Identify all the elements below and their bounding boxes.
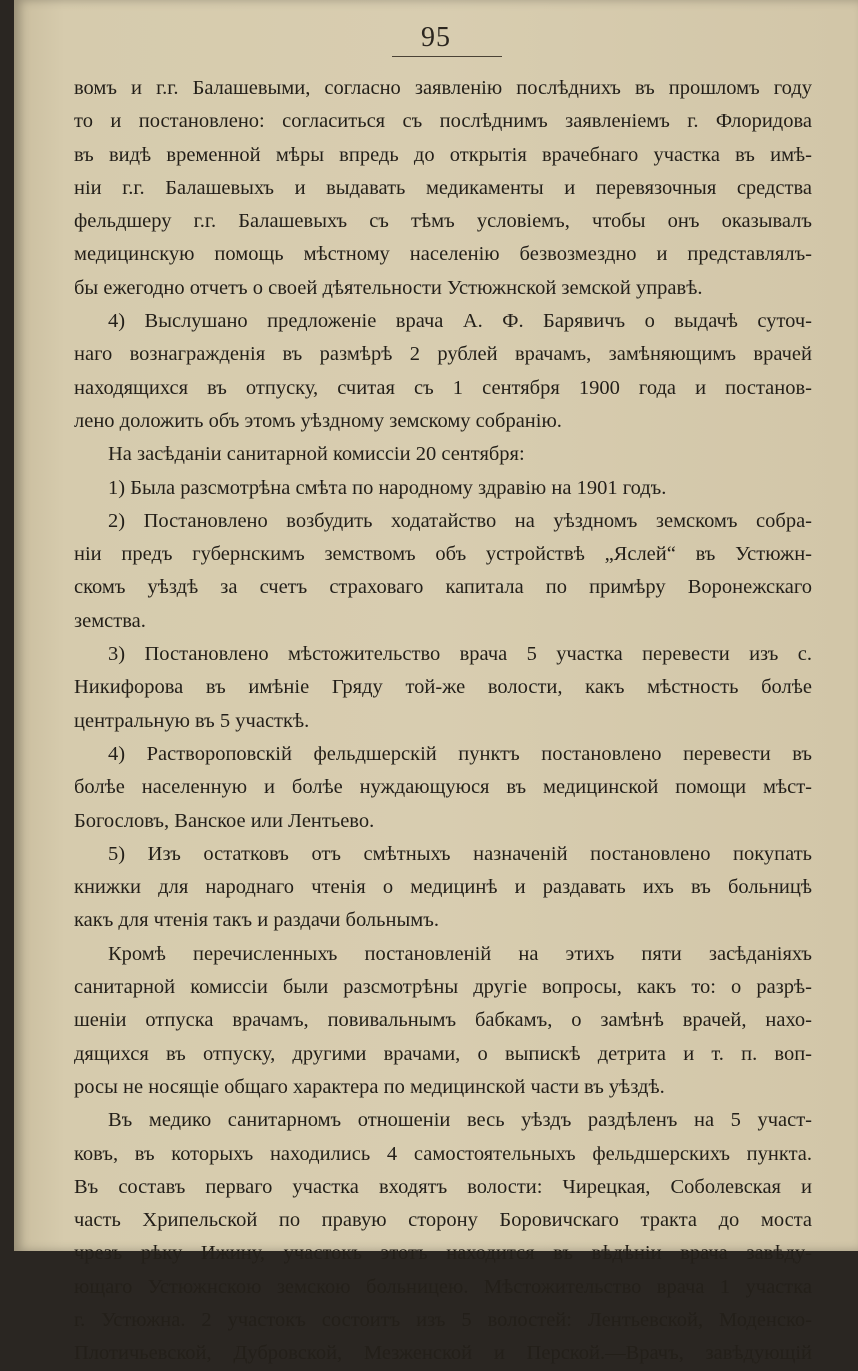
text-line: наго вознагражденiя въ размѣрѣ 2 рублей врачамъ, замѣняющимъ врачей (74, 343, 812, 366)
text-line: санитарной комиссiи были разсмотрѣны другiе вопросы, какъ то: о разрѣ- (74, 976, 812, 999)
page-number: 95 (421, 22, 451, 53)
text-line: 4) Выслушано предложенiе врача А. Ф. Барявичъ о выдачѣ суточ- (108, 310, 812, 333)
text-line: нiи г.г. Балашевыхъ и выдавать медикаменты и перевязочныя средства (74, 176, 812, 199)
text-line: находящихся въ отпуску, считая съ 1 сентября 1900 года и постанов- (74, 376, 812, 399)
text-line: дящихся въ отпуску, другими врачами, о выпискѣ детрита и т. п. воп- (74, 1042, 812, 1065)
text-line: ковъ, въ которыхъ находились 4 самостоятельныхъ фельдшерскихъ пункта. (74, 1142, 812, 1165)
text-line: нiи предъ губернскимъ земствомъ объ устройствѣ „Яслей“ въ Устюжн- (74, 543, 812, 566)
text-line: Кромѣ перечисленныхъ постановленiй на этихъ пяти засѣданiяхъ (108, 942, 812, 965)
text-line: книжки для народнаго чтенiя о медицинѣ и раздавать ихъ въ больницѣ (74, 876, 812, 899)
text-line: Богословъ, Ванское или Лентьево. (74, 809, 375, 832)
text-line: въ видѣ временной мѣры впредь до открытiя врачебнаго участка въ имѣ- (74, 143, 812, 166)
text-line: скомъ уѣздѣ за счетъ страховаго капитала по примѣру Воронежскаго (74, 576, 812, 599)
text-line: ющаго Устюжнскою земскою больницею. Мѣстожительство врача 1 участка (74, 1275, 812, 1298)
text-line: медицинскую помощь мѣстному населенiю безвозмездно и представлялъ- (74, 243, 812, 266)
text-line: земства. (74, 609, 146, 632)
book-page (14, 0, 858, 1365)
text-line: 5) Изъ остатковъ отъ смѣтныхъ назначенiй постановлено покупать (108, 842, 812, 865)
text-line: какъ для чтенiя такъ и раздачи больнымъ. (74, 909, 439, 932)
text-line: Плотичьевской, Дубровской, Мезженской и Перской.—Врачъ, завѣдующiй (74, 1342, 812, 1365)
text-line: Въ составъ перваго участка входятъ волости: Чирецкая, Соболевская и (74, 1175, 812, 1198)
body-text (74, 72, 812, 1371)
text-line: шенiи отпуска врачамъ, повивальнымъ бабкамъ, о замѣнѣ врачей, нахо- (74, 1009, 812, 1032)
text-line: часть Хрипельской по правую сторону Боровичскаго тракта до моста (74, 1209, 812, 1232)
text-line: центральную въ 5 участкѣ. (74, 709, 310, 732)
text-line: то и постановлено: согласиться съ послѣднимъ заявленiемъ г. Флоридова (74, 110, 812, 133)
text-line: росы не носящiе общаго характера по медицинской части въ уѣздѣ. (74, 1075, 665, 1098)
text-line: 4) Раствороповскiй фельдшерскiй пунктъ постановлено перевести въ (108, 742, 812, 765)
text-line: лено доложить объ этомъ уѣздному земскому собранiю. (74, 409, 562, 432)
text-line: болѣе населенную и болѣе нуждающуюся въ медицинской помощи мѣст- (74, 776, 812, 799)
text-line: 2) Постановлено возбудить ходатайство на уѣздномъ земскомъ собра- (108, 509, 812, 532)
text-line: бы ежегодно отчетъ о своей дѣятельности Устюжнской земской управѣ. (74, 276, 703, 299)
text-line: 3) Постановлено мѣстожительство врача 5 участка перевести изъ с. (108, 643, 812, 666)
text-line: фельдшеру г.г. Балашевыхъ съ тѣмъ условiемъ, чтобы онъ оказывалъ (74, 210, 812, 233)
text-line: Въ медико санитарномъ отношенiи весь уѣздъ раздѣленъ на 5 участ- (108, 1109, 812, 1132)
text-line: вомъ и г.г. Балашевыми, согласно заявленiю послѣднихъ въ прошломъ году (74, 77, 812, 99)
text-line: г. Устюжна. 2 участокъ состоитъ изъ 5 волостей: Лентьевской, Моденско- (74, 1308, 812, 1331)
text-line: чрезъ рѣку Ижину, участокъ этотъ находится въ вѣдѣнiи врача завѣду- (74, 1242, 812, 1265)
text-line: Никифорова въ имѣнiе Гряду той-же волости, какъ мѣстность болѣе (74, 676, 812, 699)
text-line: 1) Была разсмотрѣна смѣта по народному здравiю на 1901 годъ. (108, 476, 667, 499)
page-number-rule (392, 56, 502, 57)
text-line: На засѣданiи санитарной комиссiи 20 сентября: (108, 443, 525, 466)
